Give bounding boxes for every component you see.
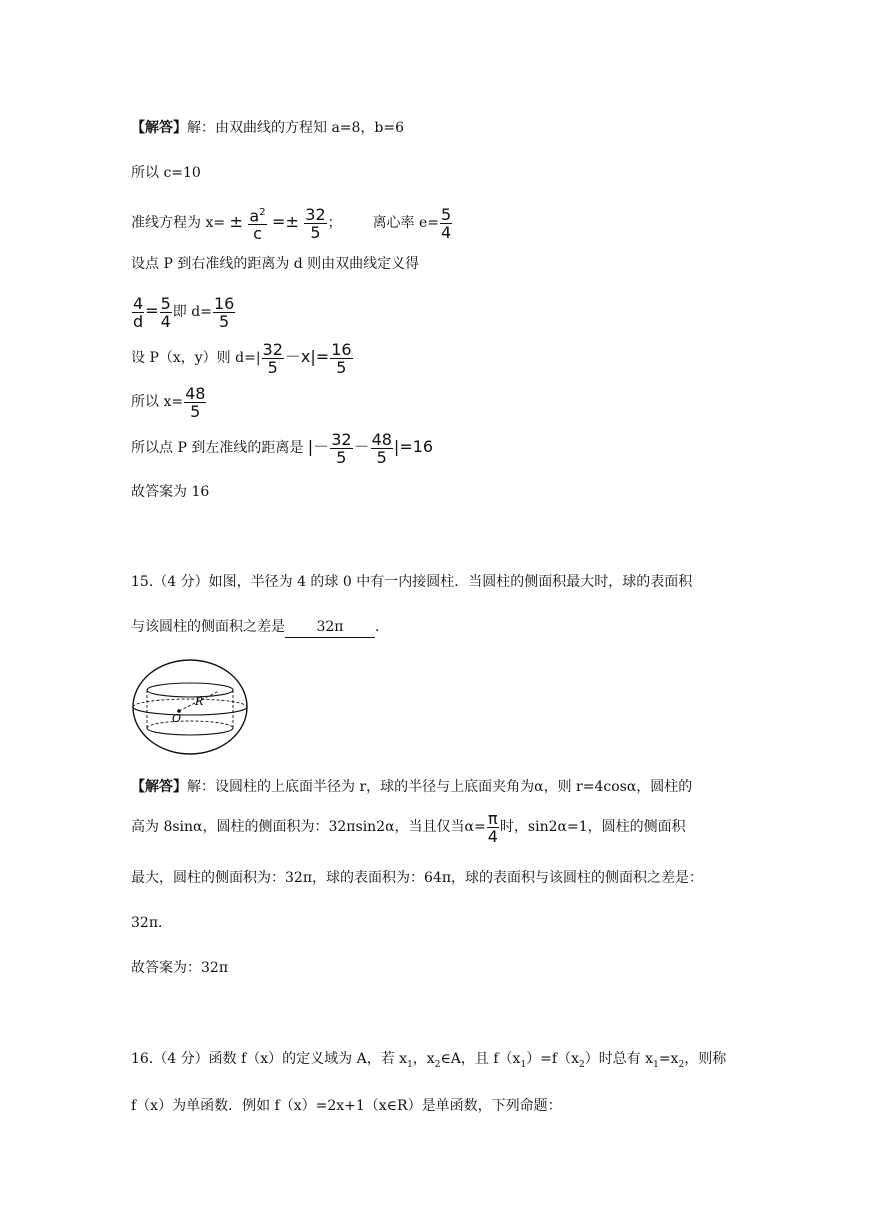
equals-sign: = <box>145 301 159 320</box>
directrix-line <box>131 200 453 245</box>
fraction-32-over-5: $\frac{32}{5}$ <box>305 204 326 242</box>
solution-15-line2 <box>131 806 686 848</box>
cylinder-bottom-front <box>147 728 233 735</box>
fraction-32-over-5: $\frac{32}{5}$ <box>262 339 283 377</box>
equals-sign: = <box>272 212 286 231</box>
cylinder-bottom-back <box>147 721 233 728</box>
semicolon: ； <box>327 215 342 231</box>
period: ． <box>375 619 389 635</box>
ratio-line <box>131 290 236 333</box>
x-value-line <box>131 381 207 423</box>
answer-15: 故答案为：32π <box>131 960 229 976</box>
fraction-a2-over-c: $\frac{a^2}{c}$ <box>248 204 266 242</box>
equator-front <box>133 707 247 715</box>
fraction-4-over-d: $\frac{4}{d}$ <box>133 293 144 331</box>
fraction-16-over-5: $\frac{16}{5}$ <box>331 339 352 377</box>
solution-15-line4: 32π． <box>131 915 173 931</box>
abs-close-result: |=16 <box>393 437 434 456</box>
question-16-line2: f（x）为单函数．例如 f（x）=2x+1（x∈R）是单函数，下列命题： <box>131 1098 562 1114</box>
label-o: O <box>172 712 182 725</box>
distance-definition-line: 设点 P 到右准线的距离为 d 则由双曲线定义得 <box>131 256 420 272</box>
fraction-48-over-5: $\frac{48}{5}$ <box>371 429 392 467</box>
minus-sign: － <box>353 437 370 456</box>
fraction-eccentricity: $\frac{5}{4}$ <box>441 204 452 242</box>
hence-d-label: 即 d= <box>172 304 212 320</box>
fraction-5-over-4: $\frac{5}{4}$ <box>160 293 171 331</box>
c-value-line: 所以 c=10 <box>131 165 201 181</box>
point-p-line <box>131 336 354 379</box>
plus-minus-sign: ± <box>285 212 299 231</box>
fraction-16-over-5: $\frac{16}{5}$ <box>213 293 235 331</box>
solution-15-text: 解：设圆柱的上底面半径为 r，球的半径与上底面夹角为α，则 r=4cosα，圆柱的 <box>187 779 693 795</box>
eccentricity-label: 离心率 e= <box>372 215 440 231</box>
question-15-text: 与该圆柱的侧面积之差是 <box>131 619 285 635</box>
solution-15-line1 <box>131 777 692 797</box>
minus-x-expression: －x|= <box>284 347 330 366</box>
abs-open: |－ <box>307 437 330 456</box>
sphere-cylinder-figure <box>131 657 249 757</box>
question-16-line1: 16.（4 分）函数 f（x）的定义域为 A，若 $x_1$，$x_2\in A$，且 $f(x_1)=f(x_2)$时总有 $x_1=x_2$，则称 <box>131 1051 727 1070</box>
fraction-pi-over-4: $\frac{\pi}{4}$ <box>487 808 498 846</box>
question-15-line2 <box>131 617 389 638</box>
fraction-48-over-5: $\frac{48}{5}$ <box>185 383 206 421</box>
cylinder-top-ellipse <box>147 683 233 697</box>
directrix-label: 准线方程为 x= <box>131 215 226 231</box>
solution-14-intro <box>131 118 404 138</box>
left-directrix-distance-line <box>131 426 433 469</box>
answer-14: 故答案为 16 <box>131 484 210 500</box>
label-r: R <box>195 695 204 708</box>
plus-minus-sign: ± <box>229 212 243 231</box>
fraction-32-over-5: $\frac{32}{5}$ <box>331 429 352 467</box>
answer-blank: 32π <box>285 617 375 638</box>
sphere-outline <box>133 660 247 754</box>
point-p-label: 设 P（x，y）则 d=| <box>131 350 261 366</box>
question-15-line1: 15.（4 分）如图，半径为 4 的球 0 中有一内接圆柱．当圆柱的侧面积最大时，球的表面积 <box>131 574 693 590</box>
solution-intro-text: 解：由双曲线的方程知 a=8，b=6 <box>187 120 405 136</box>
solution-15-text: 高为 8sinα，圆柱的侧面积为：32πsin2α，当且仅当α= <box>131 819 486 835</box>
solution-15-line3: 最大，圆柱的侧面积为：32π，球的表面积为：64π，球的表面积与该圆柱的侧面积之差是： <box>131 870 704 886</box>
solution-tag: 【解答】 <box>131 120 187 136</box>
solution-15-text: 时，sin2α=1，圆柱的侧面积 <box>499 819 686 835</box>
solution-tag: 【解答】 <box>131 779 187 795</box>
left-distance-label: 所以点 P 到左准线的距离是 <box>131 440 304 456</box>
x-label: 所以 x= <box>131 394 184 410</box>
